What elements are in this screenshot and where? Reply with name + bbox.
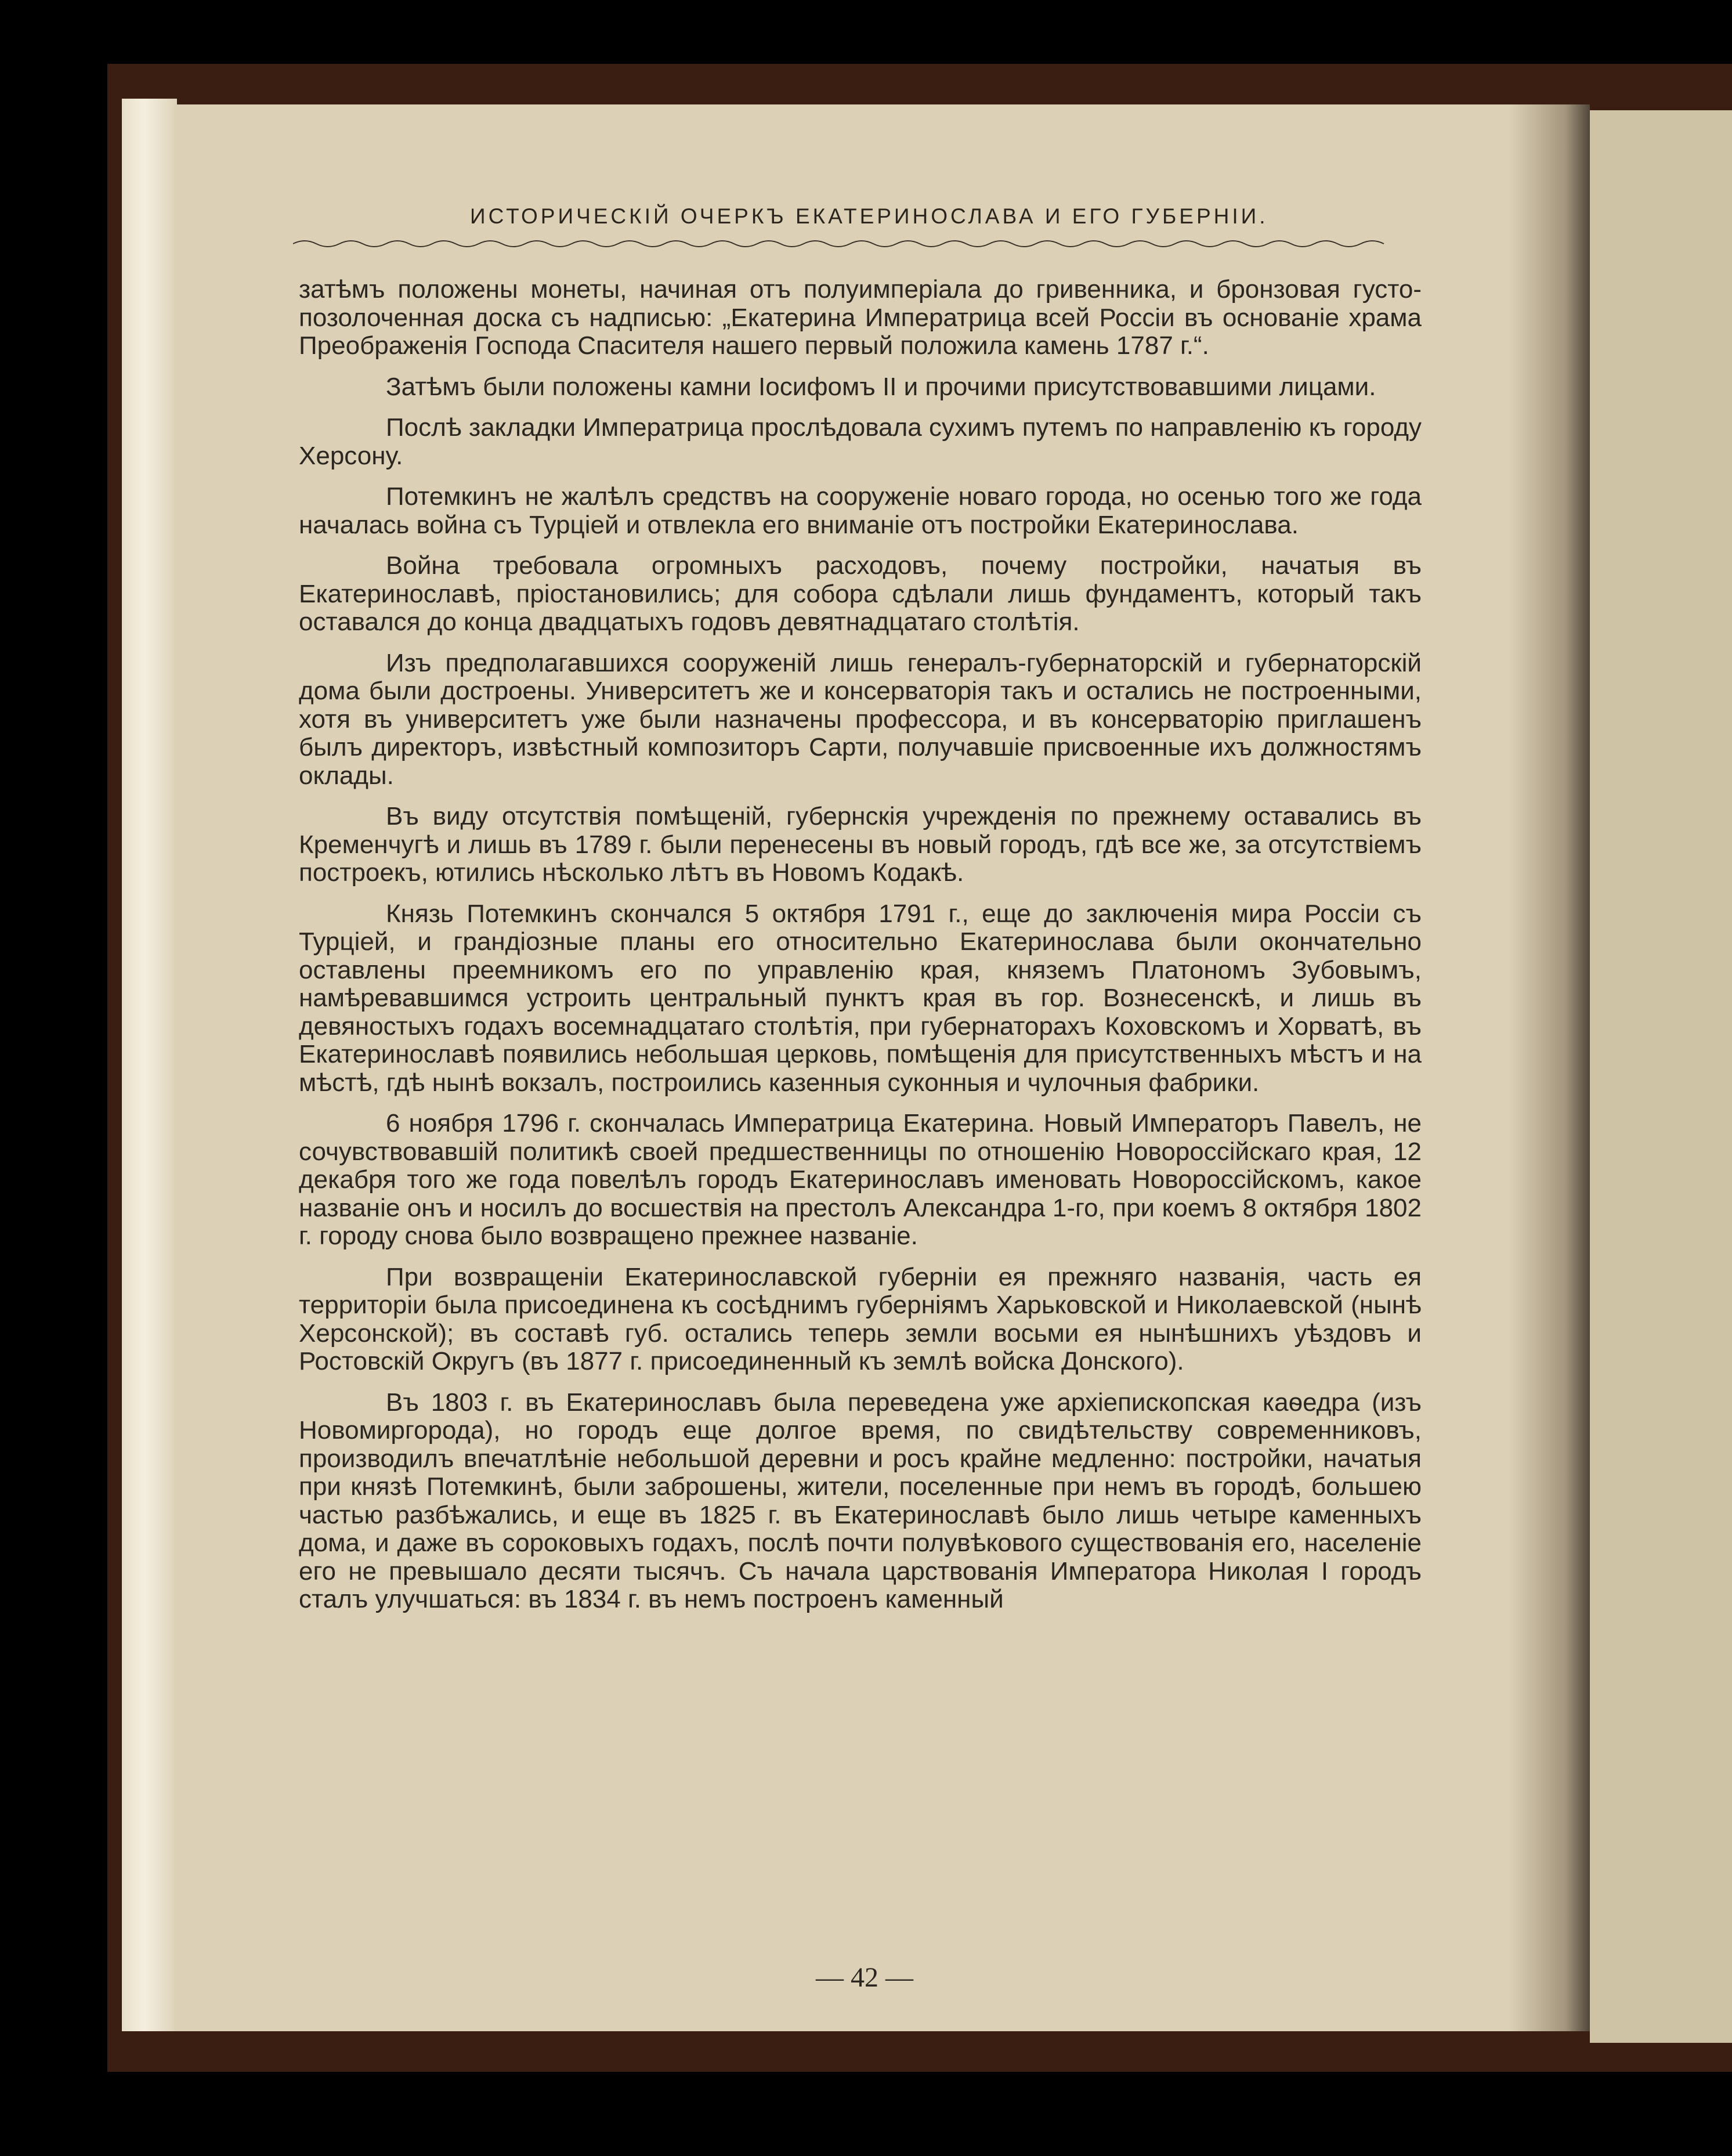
- body-text: [299, 276, 1422, 1627]
- page-edges: [122, 99, 177, 2031]
- paragraph: Послѣ закладки Императрица прослѣдовала сухимъ путемъ по направленію къ городу Херсону.: [299, 413, 1422, 470]
- paragraph: Въ 1803 г. въ Екатеринославъ была переведена уже архіепископская каѳедра (изъ Новомиргорода), но городъ еще долгое время, по свидѣтельству современниковъ, производилъ впечатлѣніе небольшой деревни и росъ крайне медленно: постройки, начатыя при князѣ Потемкинѣ, были заброшены, жители, поселенные при немъ въ городѣ, большею частью разбѣжались, и еще въ 1825 г. въ Екатеринославѣ было лишь четыре каменныхъ дома, и даже въ сороковыхъ годахъ, послѣ почти полувѣкового существованія его, населеніе его не превышало десяти тысячъ. Съ начала царствованія Императора Николая I городъ сталъ улучшаться: въ 1834 г. въ немъ построенъ каменный: [299, 1388, 1422, 1613]
- paragraph: При возвращеніи Екатеринославской губерніи ея прежняго названія, часть ея территоріи была присоединена къ сосѣднимъ губерніямъ Харьковской и Николаевской (нынѣ Херсонской); въ составѣ губ. остались теперь земли восьми ея нынѣшнихъ уѣздовъ и Ростовскій Округъ (въ 1877 г. присоединенный къ землѣ войска Донского).: [299, 1262, 1422, 1375]
- paragraph: Затѣмъ были положены камни Іосифомъ II и прочими присутствовавшими лицами.: [386, 372, 1376, 401]
- facing-page-edge: [1590, 110, 1732, 2043]
- paragraph: Въ виду отсутствія помѣщеній, губернскія учрежденія по прежнему оставались въ Кременчугѣ и лишь въ 1789 г. были перенесены въ новый городъ, гдѣ все же, за отсутствіемъ построекъ, ютились нѣсколько лѣтъ въ Новомъ Кодакѣ.: [299, 802, 1422, 887]
- book-gutter: [1509, 104, 1590, 2031]
- page-number: — 42 —: [816, 1962, 913, 1993]
- paragraph: затѣмъ положены монеты, начиная отъ полуимперіала до гривенника, и бронзовая густо-позолоченная доска съ надписью: „Екатерина Императрица всей Россіи въ основаніе храма Преображенія Господа Спасителя нашего первый положила камень 1787 г.“.: [299, 275, 1422, 360]
- paragraph: 6 ноября 1796 г. скончалась Императрица Екатерина. Новый Императоръ Павелъ, не сочувствовавшій политикѣ своей предшественницы по отношенію Новороссійскаго края, 12 декабря того же года повелѣлъ городъ Екатеринославъ именовать Новороссійскомъ, какое названіе онъ и носилъ до восшествія на престолъ Александра 1-го, при коемъ 8 октября 1802 г. городу снова было возвращено прежнее названіе.: [299, 1109, 1422, 1250]
- paragraph: Война требовала огромныхъ расходовъ, почему постройки, начатыя въ Екатеринославѣ, пріостановились; для собора сдѣлали лишь фундаментъ, который такъ оставался до конца двадцатыхъ годовъ девятнадцатаго столѣтія.: [299, 551, 1422, 636]
- paragraph: Изъ предполагавшихся сооруженій лишь генералъ-губернаторскій и губернаторскій дома были достроены. Университетъ же и консерваторія такъ и остались не построенными, хотя въ университетъ уже были назначены профессора, и въ консерваторію приглашенъ былъ директоръ, извѣстный композиторъ Сарти, получавшіе присвоенные ихъ должностямъ оклады.: [299, 648, 1422, 790]
- header-rule: [293, 237, 1395, 251]
- paragraph: Князь Потемкинъ скончался 5 октября 1791 г., еще до заключенія мира Россіи съ Турціей, и грандіозные планы его относительно Екатеринослава были окончательно оставлены преемникомъ его по управленію края, княземъ Платономъ Зубовымъ, намѣревавшимся устроить центральный пунктъ края въ гор. Вознесенскѣ, и лишь въ девяностыхъ годахъ восемнадцатаго столѣтія, при губернаторахъ Коховскомъ и Хорватѣ, въ Екатеринославѣ появились небольшая церковь, помѣщенія для присутственныхъ мѣстъ и на мѣстѣ, гдѣ нынѣ вокзалъ, построились казенныя суконныя и чулочныя фабрики.: [299, 899, 1422, 1097]
- running-head: ИСТОРИЧЕСКІЙ ОЧЕРКЪ ЕКАТЕРИНОСЛАВА И ЕГО ГУБЕРНІИ.: [470, 204, 1268, 228]
- paragraph: Потемкинъ не жалѣлъ средствъ на сооруженіе новаго города, но осенью того же года началась война съ Турціей и отвлекла его вниманіе отъ постройки Екатеринослава.: [299, 482, 1422, 539]
